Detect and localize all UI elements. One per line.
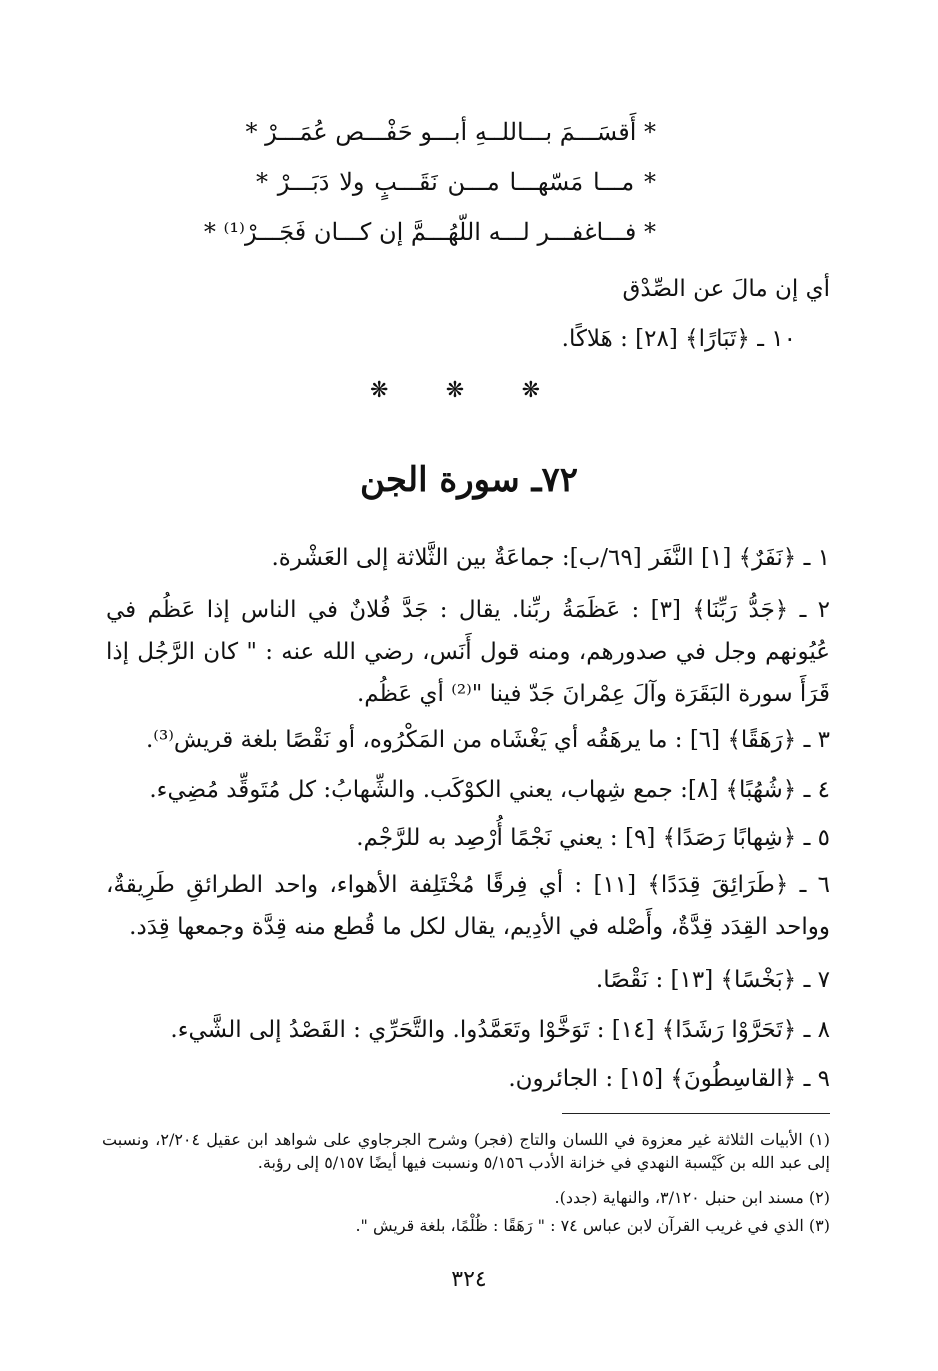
poem-verse-3: * فـــاغفـــر لـــه اللّهُـــمَّ إن كـــان فَجَـــرْ⁽¹⁾ * [203, 218, 656, 246]
entry-4: ٤ ـ ﴿شُهُبًا﴾ [٨]: جمع شِهاب، يعني الكوْكَب. والشِّهابُ: كل مُتَوقِّد مُضِيء. [149, 777, 830, 803]
entry-6: ٦ ـ ﴿طَرَائِقَ قِدَدًا﴾ [١١] : أي فِرقًا مُخْتَلِفة الأهواء، واحد الطرائقِ طَرِيقةٌ، وواحد القِدَد قِدَّةٌ، وأَصْله في الأدِيم، يقال لكل ما قُطع منه قِدَّة وجمعها قِدَد. [106, 872, 830, 940]
entry-3: ٣ ـ ﴿رَهَقًا﴾ [٦] : ما يرهَقُه أي يَغْشَاه من المَكْرُوه، أو نَقْصًا بلغة قريش⁽³⁾. [145, 727, 830, 753]
footnote-3: (٣) الذي في غريب القرآن لابن عباس ٧٤ : " رَهَقًا : ظُلْمًا، بلغة قريش ". [355, 1216, 830, 1235]
entry-10: ١٠ ـ ﴿تَبَارًا﴾ [٢٨] : هَلاكًا. [561, 326, 796, 352]
entry-1: ١ ـ ﴿نَفَرٌ﴾ [١] النَّفَر [٦٩/ب]: جماعَةٌ بين الثَّلاثة إلى العَشْرة. [271, 545, 830, 571]
poem-verse-1: * أَقسَـــمَ بـــاللــهِ أبـــو حَفْـــص عُمَـــرْ * [245, 118, 656, 146]
footnote-1: (١) الأبيات الثلاثة غير معزوة في اللسان والتاج (فجر) وشرح الجرجاوي على شواهد ابن عقيل ٢/٢٠٤، ونسبت إلى عبد الله بن كَيْسبة النهدي في خزانة الأدب ٥/١٥٦ ونسبت فيها أيضًا ٥/١٥٧ إلى رؤبة. [102, 1130, 830, 1172]
footnote-divider [562, 1113, 830, 1114]
poem-explanation: أي إن مالَ عن الصِّدْق [622, 276, 830, 302]
entry-7: ٧ ـ ﴿بَخْسًا﴾ [١٣] : نَقْصًا. [595, 967, 830, 993]
footnote-2: (٢) مسند ابن حنبل ٣/١٢٠، والنهاية (جدد). [554, 1188, 830, 1207]
entry-9: ٩ ـ ﴿القاسِطُونَ﴾ [١٥] : الجائرون. [508, 1066, 830, 1092]
star-ornament: ❋ [521, 378, 540, 403]
entry-2: ٢ ـ ﴿جَدُّ رَبِّنَا﴾ [٣] : عَظَمَةُ ربِّنا. يقال : جَدَّ فُلانٌ في الناس إذا عَظُم في عُيُونهم وجل في صدورهم، ومنه قول أَنَس، رضي الله عنه : " كان الرَّجُل إذا قَرَأَ سورة البَقَرَة وآلَ عِمْرانَ جَدّ فينا "⁽²⁾ أي عَظُم. [106, 597, 830, 707]
poem-verse-2: * مـــا مَسّهـــا مـــن نَقَـــبٍ ولا دَبَـــرْ * [256, 168, 656, 196]
surah-title: ٧٢ـ سورة الجن [359, 460, 579, 500]
entry-8: ٨ ـ ﴿تَحَرَّوْا رَشَدًا﴾ [١٤] : تَوَخَّوْا وتَعَمَّدُوا. والتَّحَرِّي : القَصْدُ إلى الشَّيء. [170, 1017, 830, 1043]
entry-5: ٥ ـ ﴿شِهابًا رَصَدًا﴾ [٩] : يعني نَجْمًا أُرْصِد به للرَّجْم. [356, 825, 830, 851]
star-ornament: ❋ [445, 378, 465, 403]
star-ornament: ❋ [370, 378, 389, 403]
page-number: ٣٢٤ [451, 1267, 487, 1292]
section-divider [370, 378, 540, 403]
